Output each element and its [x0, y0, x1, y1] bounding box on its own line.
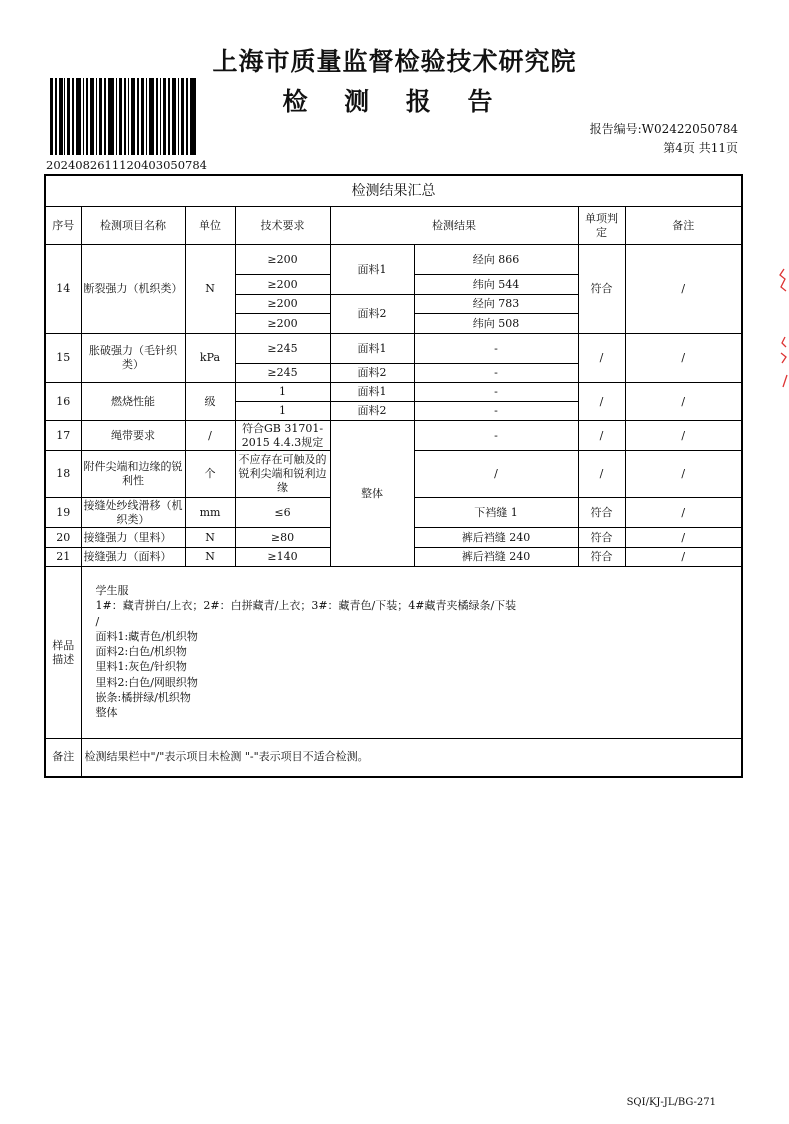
- sample-line: 整体: [95, 706, 118, 720]
- row-part: 面料1: [330, 383, 414, 402]
- row-requirement: ≥200: [235, 245, 330, 275]
- row-result: -: [414, 364, 578, 383]
- row-result: -: [414, 402, 578, 421]
- row-unit: 个: [185, 451, 235, 498]
- red-seal-stamp: [776, 265, 789, 405]
- row-judgement: /: [578, 383, 625, 421]
- row-item: 接缝强力（里料）: [81, 528, 185, 548]
- row-unit: N: [185, 548, 235, 567]
- row-remark: /: [625, 334, 742, 383]
- row-no: 15: [45, 334, 81, 383]
- row-unit: N: [185, 528, 235, 548]
- row-item: 绳带要求: [81, 421, 185, 451]
- row-unit: 级: [185, 383, 235, 421]
- header-no: 序号: [45, 207, 81, 245]
- row-requirement: ≥245: [235, 364, 330, 383]
- note-label: 备注: [45, 739, 81, 777]
- row-no: 16: [45, 383, 81, 421]
- row-part: 面料1: [330, 334, 414, 364]
- sample-line: /: [95, 614, 100, 628]
- report-number: 报告编号:W02422050784: [589, 122, 738, 136]
- row-requirement: 不应存在可触及的锐利尖端和锐利边缘: [235, 451, 330, 498]
- row-unit: /: [185, 421, 235, 451]
- form-code: SQI/KJ-JL/BG-271: [626, 1097, 716, 1108]
- row-result: 纬向 508: [414, 314, 578, 334]
- row-judgement: 符合: [578, 498, 625, 528]
- row-requirement: ≥140: [235, 548, 330, 567]
- table-row: [45, 383, 742, 402]
- header-result: 检测结果: [330, 207, 578, 245]
- row-requirement: 符合GB 31701-2015 4.4.3规定: [235, 421, 330, 451]
- row-judgement: 符合: [578, 548, 625, 567]
- row-result: 裤后裆缝 240: [414, 528, 578, 548]
- row-remark: /: [625, 421, 742, 451]
- sample-line: 嵌条:橘拼绿/机织物: [95, 691, 191, 705]
- row-result: -: [414, 334, 578, 364]
- row-requirement: 1: [235, 383, 330, 402]
- row-item: 接缝强力（面料）: [81, 548, 185, 567]
- row-remark: /: [625, 548, 742, 567]
- row-requirement: 1: [235, 402, 330, 421]
- row-remark: /: [625, 528, 742, 548]
- row-requirement: ≥200: [235, 295, 330, 314]
- table-header-row: [45, 207, 742, 245]
- header-judgement: 单项判定: [578, 207, 625, 245]
- sample-line: 学生服: [95, 584, 129, 597]
- row-judgement: /: [578, 334, 625, 383]
- row-part: 面料2: [330, 402, 414, 421]
- row-result: 经向 866: [414, 245, 578, 275]
- row-judgement: 符合: [578, 528, 625, 548]
- row-no: 20: [45, 528, 81, 548]
- results-table: [44, 174, 743, 778]
- row-requirement: ≤6: [235, 498, 330, 528]
- header-unit: 单位: [185, 207, 235, 245]
- sample-line: 里料2:白色/网眼织物: [95, 675, 198, 689]
- row-item: 附件尖端和边缘的锐利性: [81, 451, 185, 498]
- row-judgement: 符合: [578, 245, 625, 334]
- row-part: 面料2: [330, 295, 414, 334]
- header-requirement: 技术要求: [235, 207, 330, 245]
- row-item: 胀破强力（毛针织类）: [81, 334, 185, 383]
- sample-description: [81, 567, 742, 739]
- sample-line: 面料1:藏青色/机织物: [95, 629, 198, 643]
- row-remark: /: [625, 451, 742, 498]
- row-result: 经向 783: [414, 295, 578, 314]
- row-result: 下裆缝 1: [414, 498, 578, 528]
- row-part: 面料2: [330, 364, 414, 383]
- row-no: 18: [45, 451, 81, 498]
- row-remark: /: [625, 245, 742, 334]
- note-row: [45, 739, 742, 777]
- row-requirement: ≥200: [235, 275, 330, 295]
- row-no: 14: [45, 245, 81, 334]
- report-title: 检 测 报 告: [282, 87, 507, 116]
- row-part: 面料1: [330, 245, 414, 295]
- row-item: 燃烧性能: [81, 383, 185, 421]
- row-part: 整体: [330, 421, 414, 567]
- row-no: 17: [45, 421, 81, 451]
- row-result: -: [414, 383, 578, 402]
- row-unit: mm: [185, 498, 235, 528]
- row-requirement: ≥245: [235, 334, 330, 364]
- table-row: [45, 245, 742, 275]
- header-remark: 备注: [625, 207, 742, 245]
- row-remark: /: [625, 383, 742, 421]
- sample-label: 样品描述: [45, 567, 81, 739]
- row-result: -: [414, 421, 578, 451]
- row-no: 21: [45, 548, 81, 567]
- barcode-number: 20240826111204030507​84: [46, 158, 207, 172]
- row-no: 19: [45, 498, 81, 528]
- row-requirement: ≥80: [235, 528, 330, 548]
- table-row: [45, 421, 742, 451]
- row-remark: /: [625, 498, 742, 528]
- barcode-image: [50, 78, 196, 155]
- row-unit: N: [185, 245, 235, 334]
- institute-name: 上海市质量监督检验技术研究院: [212, 47, 577, 76]
- row-result: /: [414, 451, 578, 498]
- row-judgement: /: [578, 451, 625, 498]
- row-item: 接缝处纱线滑移（机织类）: [81, 498, 185, 528]
- sample-line: 里料1:灰色/针织物: [95, 660, 187, 674]
- note-text: 检测结果栏中"/"表示项目未检测 "-"表示项目不适合检测。: [81, 739, 742, 777]
- header-item: 检测项目名称: [81, 207, 185, 245]
- sample-line: 面料2:白色/机织物: [95, 645, 187, 659]
- row-unit: kPa: [185, 334, 235, 383]
- table-caption: 检测结果汇总: [45, 175, 742, 207]
- page-indicator: 第4页 共11页: [663, 141, 738, 155]
- row-result: 裤后裆缝 240: [414, 548, 578, 567]
- sample-description-row: [45, 567, 742, 739]
- row-judgement: /: [578, 421, 625, 451]
- row-item: 断裂强力（机织类）: [81, 245, 185, 334]
- row-result: 纬向 544: [414, 275, 578, 295]
- sample-line: 1#：藏青拼白/上衣；2#：白拼藏青/上衣；3#：藏青色/下装；4#藏青夹橘绿条/下装: [95, 599, 517, 613]
- row-requirement: ≥200: [235, 314, 330, 334]
- table-row: [45, 334, 742, 364]
